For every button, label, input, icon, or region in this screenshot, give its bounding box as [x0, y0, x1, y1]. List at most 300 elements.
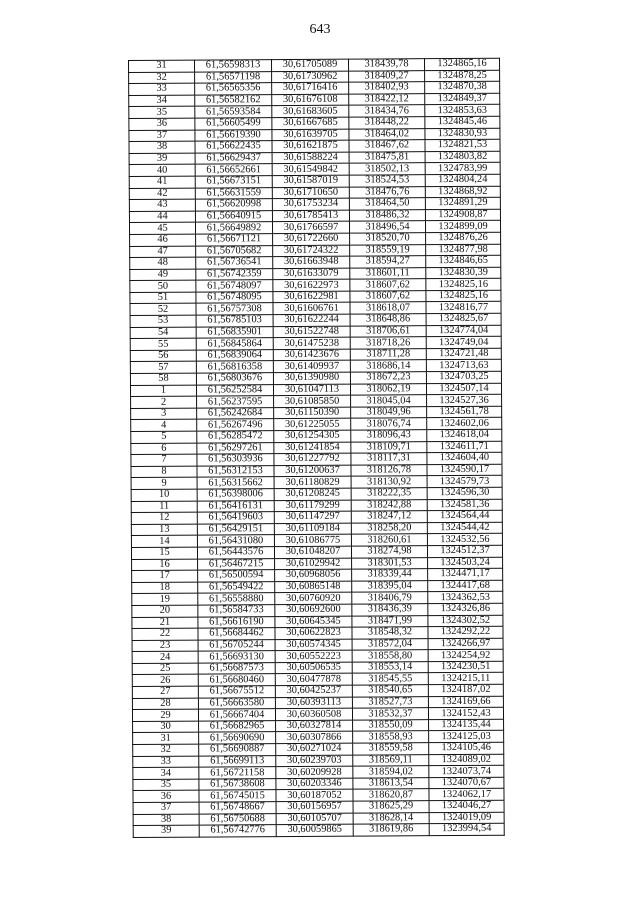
latitude-cell: 61,56285472	[197, 431, 274, 443]
latitude-cell: 61,56500594	[198, 570, 275, 582]
latitude-cell: 61,56693130	[198, 651, 275, 663]
x-coordinate-cell: 318618,07	[350, 302, 426, 314]
y-coordinate-cell: 1324845,46	[425, 116, 500, 128]
longitude-cell: 30,61753234	[272, 198, 349, 210]
longitude-cell: 30,61241854	[274, 442, 351, 454]
x-coordinate-cell: 318553,14	[352, 662, 428, 674]
x-coordinate-cell: 318540,65	[352, 685, 428, 697]
latitude-cell: 61,56803676	[196, 373, 273, 385]
point-number-cell: 13	[131, 524, 197, 536]
point-number-cell: 5	[131, 431, 197, 443]
latitude-cell: 61,56748095	[196, 291, 273, 303]
longitude-cell: 30,61587019	[272, 175, 349, 187]
point-number-cell: 3	[131, 408, 197, 420]
point-number-cell: 44	[129, 211, 195, 223]
latitude-cell: 61,56690887	[199, 744, 276, 756]
point-number-cell: 35	[133, 779, 199, 791]
longitude-cell: 30,61606761	[273, 303, 350, 315]
coordinates-table	[128, 58, 505, 838]
longitude-cell: 30,61109184	[274, 523, 351, 535]
y-coordinate-cell: 1324152,43	[428, 707, 503, 719]
point-number-cell: 4	[131, 419, 197, 431]
latitude-cell: 61,56549422	[198, 581, 275, 593]
x-coordinate-cell: 318062,19	[350, 383, 426, 395]
longitude-cell: 30,60156957	[276, 801, 353, 813]
latitude-cell: 61,56565356	[195, 83, 272, 95]
latitude-cell: 61,56467215	[198, 558, 275, 570]
longitude-cell: 30,61710650	[272, 187, 349, 199]
point-number-cell: 35	[129, 106, 195, 118]
longitude-cell: 30,61621875	[272, 140, 349, 152]
longitude-cell: 30,60307866	[276, 732, 353, 744]
longitude-cell: 30,60105707	[276, 813, 353, 825]
x-coordinate-cell: 318402,93	[349, 82, 425, 94]
x-coordinate-cell: 318242,88	[351, 499, 427, 511]
latitude-cell: 61,56742359	[196, 268, 273, 280]
x-coordinate-cell: 318558,80	[352, 650, 428, 662]
y-coordinate-cell: 1324774,04	[426, 325, 501, 337]
x-coordinate-cell: 318613,54	[353, 777, 429, 789]
x-coordinate-cell: 318550,09	[353, 720, 429, 732]
y-coordinate-cell: 1324703,25	[426, 371, 501, 383]
x-coordinate-cell: 318434,76	[349, 105, 425, 117]
x-coordinate-cell: 318672,23	[350, 372, 426, 384]
longitude-cell: 30,61622244	[273, 314, 350, 326]
y-coordinate-cell: 1324512,37	[427, 545, 502, 557]
x-coordinate-cell: 318607,62	[350, 291, 426, 303]
x-coordinate-cell: 318628,14	[353, 812, 429, 824]
x-coordinate-cell: 318395,04	[352, 580, 428, 592]
longitude-cell: 30,61048207	[274, 546, 351, 558]
longitude-cell: 30,60425237	[275, 685, 352, 697]
point-number-cell: 52	[130, 304, 196, 316]
latitude-cell: 61,56667404	[198, 709, 275, 721]
point-number-cell: 19	[132, 593, 198, 605]
latitude-cell: 61,56745015	[199, 790, 276, 802]
point-number-cell: 46	[130, 234, 196, 246]
longitude-cell: 30,61705089	[272, 59, 349, 71]
x-coordinate-cell: 318222,35	[351, 488, 427, 500]
y-coordinate-cell: 1324749,04	[426, 336, 501, 348]
y-coordinate-cell: 1324870,38	[425, 81, 500, 93]
point-number-cell: 42	[129, 188, 195, 200]
x-coordinate-cell: 318559,19	[350, 244, 426, 256]
y-coordinate-cell: 1324604,40	[427, 452, 502, 464]
y-coordinate-cell: 1324804,24	[425, 174, 500, 186]
x-coordinate-cell: 318548,32	[352, 627, 428, 639]
x-coordinate-cell: 318464,02	[349, 128, 425, 140]
x-coordinate-cell: 318625,29	[353, 801, 429, 813]
latitude-cell: 61,56736541	[196, 257, 273, 269]
x-coordinate-cell: 318475,81	[349, 151, 425, 163]
longitude-cell: 30,61085850	[274, 395, 351, 407]
y-coordinate-cell: 1324865,16	[424, 58, 499, 70]
y-coordinate-cell: 1324908,87	[425, 209, 500, 221]
latitude-cell: 61,56690690	[199, 732, 276, 744]
point-number-cell: 58	[130, 373, 196, 385]
x-coordinate-cell: 318247,12	[351, 511, 427, 523]
longitude-cell: 30,60393113	[275, 697, 352, 709]
table-row	[133, 823, 504, 837]
y-coordinate-cell: 1324187,02	[428, 684, 503, 696]
y-coordinate-cell: 1324590,17	[427, 464, 502, 476]
point-number-cell: 7	[131, 454, 197, 466]
point-number-cell: 48	[130, 257, 196, 269]
x-coordinate-cell: 318260,61	[351, 534, 427, 546]
y-coordinate-cell: 1324215,11	[428, 673, 503, 685]
longitude-cell: 30,60622823	[275, 627, 352, 639]
y-coordinate-cell: 1324830,39	[426, 267, 501, 279]
point-number-cell: 39	[129, 153, 195, 165]
longitude-cell: 30,61179299	[274, 500, 351, 512]
y-coordinate-cell: 1324878,25	[425, 70, 500, 82]
point-number-cell: 26	[132, 675, 198, 687]
x-coordinate-cell: 318558,93	[353, 731, 429, 743]
y-coordinate-cell: 1323994,54	[429, 823, 504, 835]
y-coordinate-cell: 1324713,63	[426, 360, 501, 372]
latitude-cell: 61,56571198	[195, 71, 272, 83]
point-number-cell: 21	[132, 617, 198, 629]
longitude-cell: 30,61722660	[273, 233, 350, 245]
y-coordinate-cell: 1324846,65	[426, 255, 501, 267]
point-number-cell: 39	[133, 825, 199, 837]
point-number-cell: 14	[131, 535, 197, 547]
longitude-cell: 30,61047113	[273, 384, 350, 396]
y-coordinate-cell: 1324362,53	[428, 592, 503, 604]
x-coordinate-cell: 318594,27	[350, 256, 426, 268]
x-coordinate-cell: 318439,78	[348, 59, 424, 71]
y-coordinate-cell: 1324825,16	[426, 279, 501, 291]
y-coordinate-cell: 1324816,77	[426, 302, 501, 314]
x-coordinate-cell: 318049,96	[351, 406, 427, 418]
point-number-cell: 28	[132, 698, 198, 710]
x-coordinate-cell: 318527,73	[352, 696, 428, 708]
latitude-cell: 61,56687573	[198, 662, 275, 674]
x-coordinate-cell: 318422,12	[349, 93, 425, 105]
point-number-cell: 37	[133, 802, 199, 814]
latitude-cell: 61,56673151	[195, 176, 272, 188]
point-number-cell: 41	[129, 176, 195, 188]
point-number-cell: 31	[133, 733, 199, 745]
point-number-cell: 25	[132, 663, 198, 675]
latitude-cell: 61,56237595	[197, 396, 274, 408]
point-number-cell: 29	[132, 709, 198, 721]
latitude-cell: 61,56419603	[197, 512, 274, 524]
point-number-cell: 23	[132, 640, 198, 652]
latitude-cell: 61,56750688	[199, 813, 276, 825]
latitude-cell: 61,56620998	[195, 199, 272, 211]
y-coordinate-cell: 1324868,92	[425, 186, 500, 198]
latitude-cell: 61,56252584	[196, 384, 273, 396]
longitude-cell: 30,60760920	[275, 592, 352, 604]
point-number-cell: 37	[129, 130, 195, 142]
y-coordinate-cell: 1324507,14	[426, 383, 501, 395]
longitude-cell: 30,61147297	[274, 511, 351, 523]
point-number-cell: 56	[130, 350, 196, 362]
longitude-cell: 30,60360508	[275, 708, 352, 720]
point-number-cell: 47	[130, 246, 196, 258]
latitude-cell: 61,56663580	[198, 697, 275, 709]
x-coordinate-cell: 318502,13	[349, 163, 425, 175]
longitude-cell: 30,61639705	[272, 129, 349, 141]
x-coordinate-cell: 318409,27	[349, 70, 425, 82]
y-coordinate-cell: 1324877,98	[426, 244, 501, 256]
y-coordinate-cell: 1324853,63	[425, 105, 500, 117]
longitude-cell: 30,61716416	[272, 82, 349, 94]
point-number-cell: 33	[129, 83, 195, 95]
point-number-cell: 55	[130, 338, 196, 350]
y-coordinate-cell: 1324579,73	[427, 476, 502, 488]
y-coordinate-cell: 1324803,82	[425, 151, 500, 163]
y-coordinate-cell: 1324471,17	[428, 568, 503, 580]
point-number-cell: 22	[132, 628, 198, 640]
y-coordinate-cell: 1324254,92	[428, 650, 503, 662]
x-coordinate-cell: 318301,53	[352, 557, 428, 569]
x-coordinate-cell: 318706,61	[350, 325, 426, 337]
point-number-cell: 53	[130, 315, 196, 327]
x-coordinate-cell: 318486,32	[349, 209, 425, 221]
x-coordinate-cell: 318436,39	[352, 604, 428, 616]
latitude-cell: 61,56303936	[197, 454, 274, 466]
latitude-cell: 61,56267496	[197, 419, 274, 431]
y-coordinate-cell: 1324532,56	[427, 534, 502, 546]
x-coordinate-cell: 318607,62	[350, 279, 426, 291]
longitude-cell: 30,60865148	[275, 581, 352, 593]
longitude-cell: 30,61423676	[273, 349, 350, 361]
latitude-cell: 61,56297261	[197, 442, 274, 454]
point-number-cell: 15	[131, 547, 197, 559]
x-coordinate-cell: 318718,26	[350, 337, 426, 349]
longitude-cell: 30,60059865	[276, 824, 353, 836]
y-coordinate-cell: 1324326,86	[428, 603, 503, 615]
latitude-cell: 61,56416131	[197, 500, 274, 512]
longitude-cell: 30,61475238	[273, 337, 350, 349]
longitude-cell: 30,60203346	[276, 778, 353, 790]
longitude-cell: 30,61409937	[273, 361, 350, 373]
y-coordinate-cell: 1324561,78	[427, 406, 502, 418]
y-coordinate-cell: 1324618,04	[427, 429, 502, 441]
y-coordinate-cell: 1324527,36	[427, 394, 502, 406]
y-coordinate-cell: 1324876,26	[426, 232, 501, 244]
point-number-cell: 8	[131, 466, 197, 478]
x-coordinate-cell: 318559,58	[353, 743, 429, 755]
point-number-cell: 43	[129, 199, 195, 211]
latitude-cell: 61,56652661	[195, 164, 272, 176]
y-coordinate-cell: 1324544,42	[427, 522, 502, 534]
y-coordinate-cell: 1324135,44	[429, 719, 504, 731]
page-number: 643	[309, 22, 331, 37]
point-number-cell: 6	[131, 443, 197, 455]
longitude-cell: 30,60574345	[275, 639, 352, 651]
point-number-cell: 2	[131, 396, 197, 408]
x-coordinate-cell: 318545,55	[352, 673, 428, 685]
latitude-cell: 61,56649892	[195, 222, 272, 234]
x-coordinate-cell: 318096,43	[351, 430, 427, 442]
latitude-cell: 61,56584733	[198, 605, 275, 617]
point-number-cell: 10	[131, 489, 197, 501]
latitude-cell: 61,56640915	[195, 210, 272, 222]
longitude-cell: 30,61622981	[273, 291, 350, 303]
y-coordinate-cell: 1324230,51	[428, 661, 503, 673]
point-number-cell: 17	[132, 570, 198, 582]
point-number-cell: 27	[132, 686, 198, 698]
latitude-cell: 61,56738608	[199, 778, 276, 790]
longitude-cell: 30,61724322	[273, 245, 350, 257]
latitude-cell: 61,56757308	[196, 303, 273, 315]
latitude-cell: 61,56845864	[196, 338, 273, 350]
latitude-cell: 61,56622435	[195, 141, 272, 153]
point-number-cell: 38	[133, 814, 199, 826]
y-coordinate-cell: 1324125,03	[429, 731, 504, 743]
y-coordinate-cell: 1324611,71	[427, 441, 502, 453]
y-coordinate-cell: 1324783,99	[425, 163, 500, 175]
x-coordinate-cell: 318258,20	[351, 522, 427, 534]
x-coordinate-cell: 318117,31	[351, 453, 427, 465]
longitude-cell: 30,61785413	[272, 210, 349, 222]
latitude-cell: 61,56429151	[197, 523, 274, 535]
x-coordinate-cell: 318532,37	[352, 708, 428, 720]
x-coordinate-cell: 318520,70	[350, 233, 426, 245]
longitude-cell: 30,60477878	[275, 674, 352, 686]
point-number-cell: 54	[130, 327, 196, 339]
point-number-cell: 34	[129, 95, 195, 107]
longitude-cell: 30,60239703	[276, 755, 353, 767]
y-coordinate-cell: 1324849,37	[425, 93, 500, 105]
latitude-cell: 61,56671121	[196, 234, 273, 246]
y-coordinate-cell: 1324602,06	[427, 418, 502, 430]
longitude-cell: 30,61029942	[275, 558, 352, 570]
x-coordinate-cell: 318572,04	[352, 638, 428, 650]
x-coordinate-cell: 318594,02	[353, 766, 429, 778]
x-coordinate-cell: 318076,74	[351, 418, 427, 430]
longitude-cell: 30,60209928	[276, 766, 353, 778]
x-coordinate-cell: 318601,11	[350, 267, 426, 279]
latitude-cell: 61,56598313	[195, 60, 272, 72]
longitude-cell: 30,61390980	[273, 372, 350, 384]
point-number-cell: 1	[130, 385, 196, 397]
y-coordinate-cell: 1324825,67	[426, 313, 501, 325]
y-coordinate-cell: 1324417,68	[428, 580, 503, 592]
x-coordinate-cell: 318109,71	[351, 441, 427, 453]
point-number-cell: 30	[133, 721, 199, 733]
y-coordinate-cell: 1324596,30	[427, 487, 502, 499]
x-coordinate-cell: 318569,11	[353, 754, 429, 766]
longitude-cell: 30,60506535	[275, 662, 352, 674]
latitude-cell: 61,56593584	[195, 106, 272, 118]
x-coordinate-cell: 318496,54	[349, 221, 425, 233]
x-coordinate-cell: 318274,98	[351, 546, 427, 558]
y-coordinate-cell: 1324292,22	[428, 626, 503, 638]
latitude-cell: 61,56748667	[199, 802, 276, 814]
point-number-cell: 32	[133, 744, 199, 756]
x-coordinate-cell: 318406,79	[352, 592, 428, 604]
longitude-cell: 30,60692600	[275, 604, 352, 616]
longitude-cell: 30,61180829	[274, 477, 351, 489]
x-coordinate-cell: 318711,28	[350, 349, 426, 361]
point-number-cell: 12	[131, 512, 197, 524]
longitude-cell: 30,61549842	[272, 163, 349, 175]
latitude-cell: 61,56705682	[196, 245, 273, 257]
point-number-cell: 33	[133, 756, 199, 768]
latitude-cell: 61,56629437	[195, 152, 272, 164]
longitude-cell: 30,61766597	[272, 221, 349, 233]
latitude-cell: 61,56558880	[198, 593, 275, 605]
x-coordinate-cell: 318130,92	[351, 476, 427, 488]
point-number-cell: 49	[130, 269, 196, 281]
y-coordinate-cell: 1324564,44	[427, 510, 502, 522]
point-number-cell: 9	[131, 477, 197, 489]
longitude-cell: 30,61730962	[272, 71, 349, 83]
x-coordinate-cell: 318464,50	[349, 198, 425, 210]
longitude-cell: 30,61622973	[273, 279, 350, 291]
latitude-cell: 61,56616190	[198, 616, 275, 628]
y-coordinate-cell: 1324169,66	[428, 696, 503, 708]
longitude-cell: 30,61208245	[274, 488, 351, 500]
x-coordinate-cell: 318524,53	[349, 175, 425, 187]
point-number-cell: 20	[132, 605, 198, 617]
longitude-cell: 30,61225055	[274, 419, 351, 431]
longitude-cell: 30,61522748	[273, 326, 350, 338]
latitude-cell: 61,56682965	[199, 720, 276, 732]
point-number-cell: 16	[132, 559, 198, 571]
point-number-cell: 38	[129, 141, 195, 153]
y-coordinate-cell: 1324899,09	[425, 221, 500, 233]
latitude-cell: 61,56680460	[198, 674, 275, 686]
y-coordinate-cell: 1324721,48	[426, 348, 501, 360]
x-coordinate-cell: 318620,87	[353, 789, 429, 801]
x-coordinate-cell: 318619,86	[353, 824, 429, 836]
point-number-cell: 57	[130, 362, 196, 374]
latitude-cell: 61,56835901	[196, 326, 273, 338]
x-coordinate-cell: 318448,22	[349, 117, 425, 129]
x-coordinate-cell: 318686,14	[350, 360, 426, 372]
latitude-cell: 61,56705244	[198, 639, 275, 651]
y-coordinate-cell: 1324821,53	[425, 139, 500, 151]
point-number-cell: 11	[131, 501, 197, 513]
y-coordinate-cell: 1324073,74	[429, 765, 504, 777]
y-coordinate-cell: 1324503,24	[428, 557, 503, 569]
y-coordinate-cell: 1324046,27	[429, 800, 504, 812]
point-number-cell: 34	[133, 767, 199, 779]
longitude-cell: 30,61683605	[272, 106, 349, 118]
latitude-cell: 61,56748097	[196, 280, 273, 292]
y-coordinate-cell: 1324825,16	[426, 290, 501, 302]
longitude-cell: 30,61086775	[274, 534, 351, 546]
x-coordinate-cell: 318339,44	[352, 569, 428, 581]
point-number-cell: 31	[129, 60, 195, 72]
y-coordinate-cell: 1324070,67	[429, 777, 504, 789]
longitude-cell: 30,61588224	[272, 152, 349, 164]
latitude-cell: 61,56699113	[199, 755, 276, 767]
x-coordinate-cell: 318476,76	[349, 186, 425, 198]
latitude-cell: 61,56631559	[195, 187, 272, 199]
longitude-cell: 30,61200637	[274, 465, 351, 477]
point-number-cell: 36	[133, 790, 199, 802]
latitude-cell: 61,56398006	[197, 489, 274, 501]
latitude-cell: 61,56582162	[195, 94, 272, 106]
longitude-cell: 30,61633079	[273, 268, 350, 280]
latitude-cell: 61,56684462	[198, 628, 275, 640]
point-number-cell: 24	[132, 651, 198, 663]
latitude-cell: 61,56431080	[197, 535, 274, 547]
point-number-cell: 36	[129, 118, 195, 130]
x-coordinate-cell: 318467,62	[349, 140, 425, 152]
longitude-cell: 30,61227792	[274, 453, 351, 465]
x-coordinate-cell: 318126,78	[351, 464, 427, 476]
y-coordinate-cell: 1324062,17	[429, 789, 504, 801]
y-coordinate-cell: 1324830,93	[425, 128, 500, 140]
longitude-cell: 30,60187052	[276, 790, 353, 802]
